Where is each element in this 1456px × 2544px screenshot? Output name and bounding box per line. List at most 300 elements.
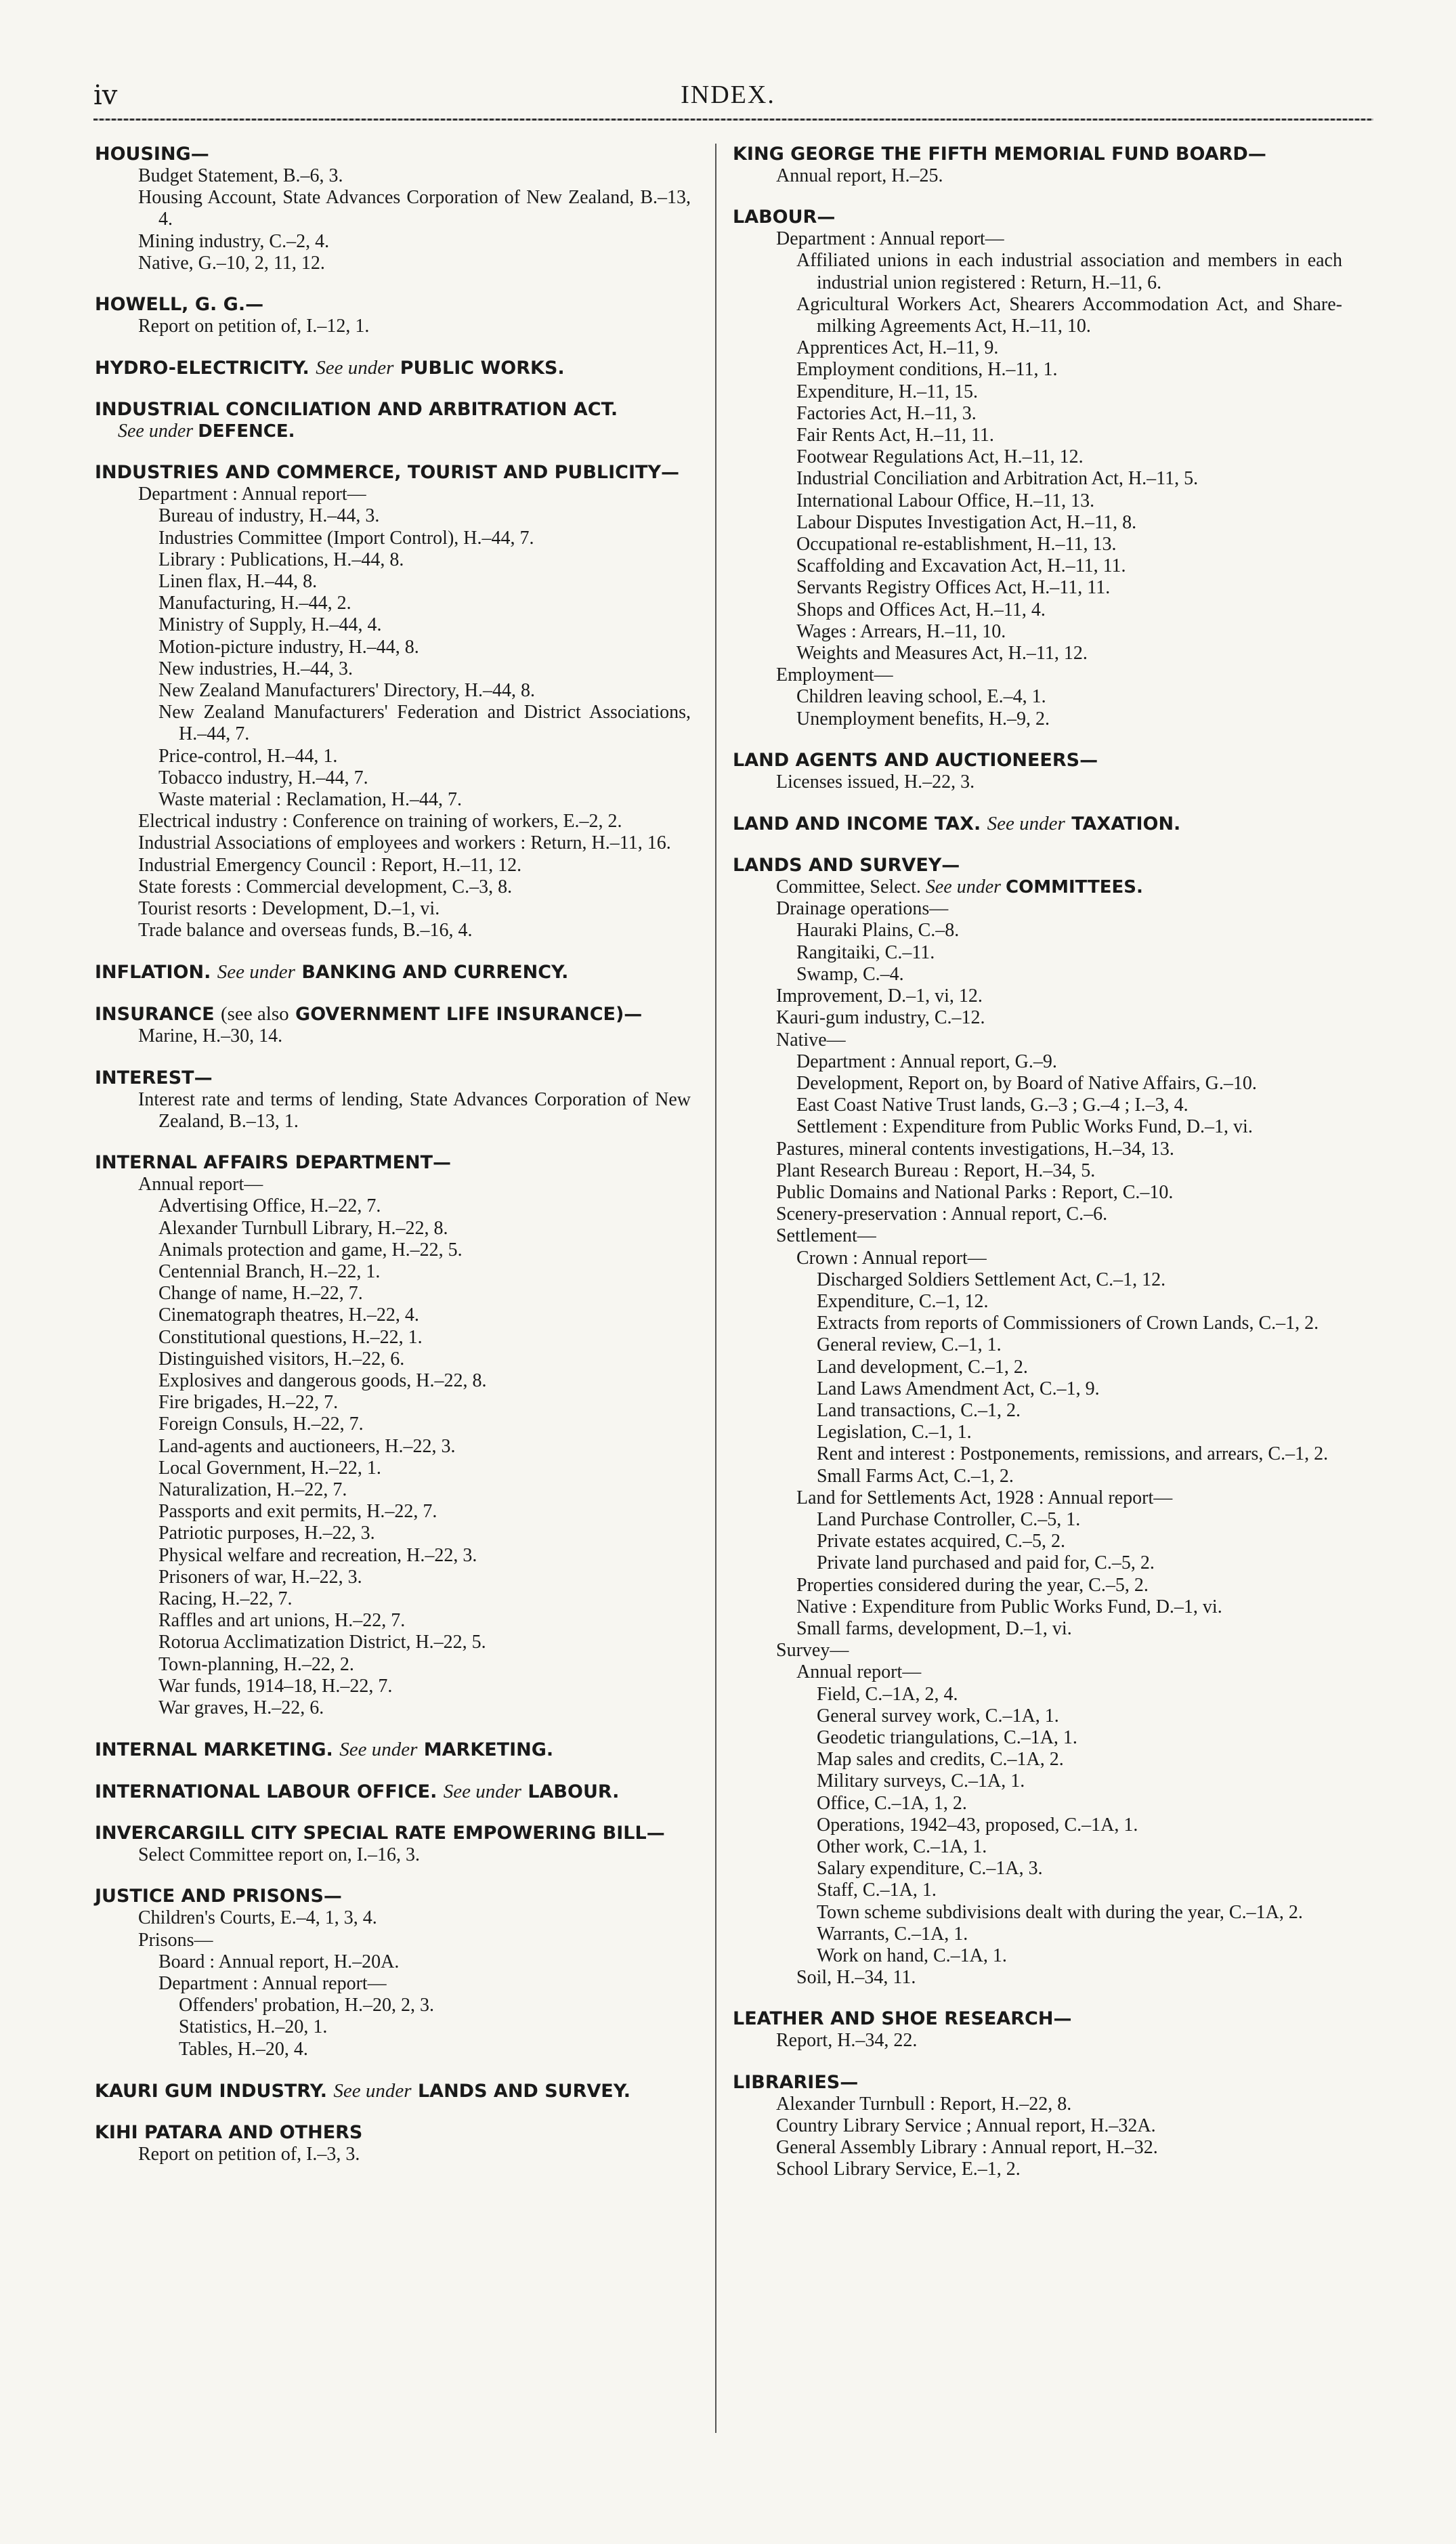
index-subentry — [753, 985, 1342, 1007]
subentry-text: Children leaving school, E.–4, 1. — [796, 686, 1046, 708]
subentry-text: Warrants, C.–1A, 1. — [817, 1923, 968, 1945]
index-subentry — [115, 316, 691, 337]
header-rule — [93, 119, 1373, 121]
heading-text: KING GEORGE THE FIFTH MEMORIAL FUND BOARD— — [733, 144, 1266, 165]
index-subentry — [753, 490, 1342, 512]
heading-text: LIBRARIES— — [733, 2071, 859, 2093]
index-subentry — [753, 1225, 1342, 1247]
subentry-text: Bureau of industry, H.–44, 3. — [158, 505, 380, 527]
index-subentry — [753, 577, 1342, 599]
subentry-text: Land for Settlements Act, 1928 : Annual report— — [796, 1487, 1173, 1508]
subentry-text: Industrial Conciliation and Arbitration Act, H.–11, 5. — [796, 468, 1199, 490]
entry-heading — [95, 1003, 691, 1025]
subentry-text: Country Library Service ; Annual report, H.–32A. — [776, 2115, 1156, 2136]
subentry-text: International Labour Office, H.–11, 13. — [796, 490, 1095, 511]
subentry-text: Interest rate and terms of lending, State Advances Corporation of New Zealand, B.–13, 1. — [138, 1088, 691, 1132]
heading-text: INTERNATIONAL LABOUR OFFICE. — [95, 1781, 437, 1803]
index-subentry — [115, 231, 691, 253]
subentry-text: Land-agents and auctioneers, H.–22, 3. — [158, 1435, 456, 1457]
see-under-label: See under — [987, 813, 1065, 835]
subentry-text: Industrial Associations of employees and workers : Return, H.–11, 16. — [138, 832, 671, 854]
see-under-label: See under — [316, 357, 394, 379]
index-subentry — [753, 1684, 1342, 1705]
see-under-label: See under — [118, 421, 194, 442]
index-subentry — [753, 1160, 1342, 1182]
subentry-text: Select Committee report on, I.–16, 3. — [138, 1844, 421, 1866]
index-subentry — [753, 359, 1342, 381]
subentry-text: Tables, H.–20, 4. — [179, 2038, 308, 2060]
index-entry — [95, 1886, 691, 2060]
heading-text: LANDS AND SURVEY— — [733, 855, 960, 876]
subentry-text: East Coast Native Trust lands, G.–3 ; G.–4 ; I.–3, 4. — [796, 1095, 1189, 1116]
index-subentry — [753, 294, 1342, 337]
column-divider — [715, 144, 716, 2433]
index-subentry — [753, 446, 1342, 468]
index-subentry — [753, 1902, 1342, 1924]
index-subentry — [753, 1487, 1342, 1509]
index-entry — [733, 144, 1342, 187]
subentry-text: Offenders' probation, H.–20, 2, 3. — [179, 1995, 435, 2016]
index-entry — [95, 1003, 691, 1047]
subentry-text: Expenditure, C.–1, 12. — [817, 1290, 989, 1312]
index-subentry — [115, 528, 691, 549]
subentry-text: Employment conditions, H.–11, 1. — [796, 359, 1058, 381]
subentry-text: Linen flax, H.–44, 8. — [158, 571, 318, 593]
subentry-text: Properties considered during the year, C.–5, 2. — [796, 1574, 1149, 1596]
index-subentry — [115, 165, 691, 187]
subentry-text: Improvement, D.–1, vi, 12. — [776, 985, 983, 1007]
index-subentry — [115, 1973, 691, 1995]
heading-text: LAND AND INCOME TAX. — [733, 813, 981, 835]
index-subentry — [115, 746, 691, 767]
entry-heading — [95, 1739, 691, 1761]
index-subentry — [115, 1261, 691, 1283]
subentry-text: Explosives and dangerous goods, H.–22, 8. — [158, 1370, 487, 1391]
index-subentry — [115, 898, 691, 920]
subentry-text: Prisoners of war, H.–22, 3. — [158, 1566, 362, 1588]
index-subentry — [115, 1588, 691, 1610]
index-subentry — [753, 534, 1342, 555]
subentry-text: Tobacco industry, H.–44, 7. — [158, 767, 368, 788]
see-under-label: See under — [333, 2079, 412, 2102]
subentry-text: Shops and Offices Act, H.–11, 4. — [796, 599, 1046, 620]
subentry-text: Rangitaiki, C.–11. — [796, 941, 935, 963]
subentry-text: Licenses issued, H.–22, 3. — [776, 771, 975, 792]
index-column-left — [95, 144, 691, 2185]
subentry-text: Extracts from reports of Commissioners of Crown Lands, C.–1, 2. — [817, 1313, 1319, 1334]
subentry-text: War graves, H.–22, 6. — [158, 1697, 324, 1718]
subentry-text: Patriotic purposes, H.–22, 3. — [158, 1523, 375, 1544]
subentry-text: Servants Registry Offices Act, H.–11, 11. — [796, 577, 1111, 599]
subentry-text: School Library Service, E.–1, 2. — [776, 2159, 1021, 2180]
index-subentry — [753, 708, 1342, 730]
entry-heading — [95, 961, 691, 983]
entry-heading — [95, 357, 691, 379]
index-subentry — [753, 1269, 1342, 1291]
subentry-text: Settlement : Expenditure from Public Works Fund, D.–1, vi. — [796, 1116, 1253, 1138]
subentry-text: Work on hand, C.–1A, 1. — [817, 1945, 1007, 1967]
index-entry — [95, 399, 691, 442]
subentry-text: Library : Publications, H.–44, 8. — [158, 549, 404, 570]
subentry-text: Town-planning, H.–22, 2. — [158, 1653, 354, 1675]
index-subentry — [115, 1414, 691, 1435]
subentry-text: Private estates acquired, C.–5, 2. — [817, 1531, 1066, 1552]
subentry-text: Prisons— — [138, 1929, 213, 1951]
index-subentry — [115, 789, 691, 811]
index-subentry — [753, 1422, 1342, 1443]
subentry-text: Footwear Regulations Act, H.–11, 12. — [796, 446, 1084, 468]
index-subentry — [753, 1924, 1342, 1945]
index-subentry — [115, 832, 691, 854]
index-subentry — [115, 855, 691, 876]
index-subentry — [753, 1596, 1342, 1618]
index-subentry — [115, 1632, 691, 1653]
index-subentry — [753, 1116, 1342, 1138]
subentry-text: Department : Annual report— — [138, 484, 366, 505]
index-subentry — [753, 1945, 1342, 1967]
index-subentry — [115, 1218, 691, 1239]
index-subentry — [115, 187, 691, 230]
index-subentry — [753, 664, 1342, 686]
subentry-text: Rotorua Acclimatization District, H.–22, 5. — [158, 1632, 486, 1653]
entry-heading — [95, 1067, 691, 1089]
page-number: iv — [93, 80, 118, 111]
index-subentry — [753, 686, 1342, 708]
subentry-text: Weights and Measures Act, H.–11, 12. — [796, 643, 1088, 664]
entry-heading — [95, 1823, 691, 1844]
cross-reference: MARKETING. — [423, 1739, 554, 1761]
index-subentry — [753, 512, 1342, 534]
subentry-text: Settlement— — [776, 1225, 876, 1247]
subentry-text: Labour Disputes Investigation Act, H.–11, 8. — [796, 511, 1137, 533]
index-subentry — [115, 1523, 691, 1544]
index-entry — [733, 813, 1342, 835]
index-entry — [733, 2008, 1342, 2052]
index-subentry — [115, 1089, 691, 1132]
index-subentry — [115, 1930, 691, 1951]
subentry-text: Tourist resorts : Development, D.–1, vi. — [138, 898, 440, 920]
heading-text: INFLATION. — [95, 962, 211, 983]
subentry-text: Annual report— — [796, 1661, 922, 1683]
index-subentry — [753, 621, 1342, 643]
subentry-text: Native, G.–10, 2, 11, 12. — [138, 252, 325, 274]
index-subentry — [753, 1334, 1342, 1356]
subentry-text: Private land purchased and paid for, C.–5, 2. — [817, 1552, 1155, 1574]
index-subentry — [115, 1951, 691, 1973]
index-entry — [733, 750, 1342, 793]
index-subentry — [753, 1400, 1342, 1422]
index-subentry — [115, 1349, 691, 1370]
index-column-right — [733, 144, 1342, 2200]
page-header — [0, 0, 1456, 122]
index-subentry — [115, 1392, 691, 1414]
index-subentry — [115, 1654, 691, 1676]
entry-heading — [95, 144, 691, 165]
index-subentry — [753, 1836, 1342, 1858]
cross-reference: GOVERNMENT LIFE INSURANCE)— — [295, 1004, 643, 1025]
entry-heading — [95, 1152, 691, 1174]
subentry-text: Racing, H.–22, 7. — [158, 1588, 293, 1609]
index-subentry — [753, 1204, 1342, 1225]
subentry-text: Scenery-preservation : Annual report, C.–6. — [776, 1204, 1108, 1225]
subentry-text: Trade balance and overseas funds, B.–16, 4. — [138, 920, 473, 941]
entry-heading — [733, 2072, 1342, 2094]
entry-heading — [733, 855, 1342, 876]
subentry-text: Wages : Arrears, H.–11, 10. — [796, 620, 1006, 642]
index-subentry — [753, 1291, 1342, 1313]
index-entry — [95, 294, 691, 337]
subentry-text: Mining industry, C.–2, 4. — [138, 230, 330, 252]
index-subentry — [115, 1567, 691, 1588]
subentry-text: Town scheme subdivisions dealt with during the year, C.–1A, 2. — [817, 1901, 1303, 1923]
index-subentry — [753, 1661, 1342, 1683]
index-subentry — [753, 599, 1342, 621]
entry-heading — [733, 144, 1342, 165]
index-subentry — [753, 1967, 1342, 1989]
index-subentry — [753, 1618, 1342, 1640]
subentry-text: Rent and interest : Postponements, remissions, and arrears, C.–1, 2. — [817, 1443, 1329, 1465]
cross-reference: LABOUR. — [528, 1781, 620, 1803]
subentry-text: Legislation, C.–1, 1. — [817, 1422, 972, 1443]
subentry-text: Local Government, H.–22, 1. — [158, 1457, 381, 1479]
index-subentry — [753, 1815, 1342, 1836]
subentry-text: New industries, H.–44, 3. — [158, 658, 353, 679]
subentry-text: Advertising Office, H.–22, 7. — [158, 1195, 381, 1217]
index-subentry — [753, 1727, 1342, 1749]
index-subentry — [115, 811, 691, 832]
subentry-text: Public Domains and National Parks : Report, C.–10. — [776, 1181, 1174, 1203]
index-subentry — [753, 1552, 1342, 1574]
index-subentry — [753, 2094, 1342, 2115]
subentry-text: State forests : Commercial development, C.–3, 8. — [138, 876, 513, 897]
subentry-text: Employment— — [776, 664, 893, 686]
entry-heading — [733, 207, 1342, 228]
index-subentry — [753, 876, 1342, 898]
see-under-label: See under — [925, 876, 1002, 898]
subentry-text: Motion-picture industry, H.–44, 8. — [158, 636, 419, 658]
index-subentry — [753, 381, 1342, 403]
index-entry — [733, 855, 1342, 1989]
entry-heading — [733, 2008, 1342, 2030]
index-entry — [95, 144, 691, 274]
index-subentry — [753, 942, 1342, 964]
subentry-text: Ministry of Supply, H.–44, 4. — [158, 614, 382, 636]
index-subentry — [753, 1182, 1342, 1204]
heading-text: KIHI PATARA AND OTHERS — [95, 2121, 363, 2143]
index-subentry — [753, 1030, 1342, 1051]
index-subentry — [753, 1531, 1342, 1552]
heading-text: HOWELL, G. G.— — [95, 294, 264, 316]
entry-heading — [95, 294, 691, 316]
index-subentry — [753, 2115, 1342, 2137]
index-subentry — [753, 1575, 1342, 1596]
index-subentry — [753, 228, 1342, 250]
cross-reference: PUBLIC WORKS. — [400, 358, 565, 379]
heading-text: JUSTICE AND PRISONS— — [95, 1886, 342, 1907]
subentry-text: Kauri-gum industry, C.–12. — [776, 1007, 985, 1029]
cross-reference: DEFENCE. — [198, 421, 295, 442]
index-subentry — [115, 614, 691, 636]
index-subentry — [115, 680, 691, 702]
index-subentry — [115, 767, 691, 789]
heading-paren: (see also — [220, 1003, 289, 1025]
index-subentry — [753, 1139, 1342, 1160]
subentry-text: Department : Annual report, G.–9. — [796, 1051, 1057, 1072]
index-subentry — [115, 920, 691, 941]
index-subentry — [753, 771, 1342, 793]
index-subentry — [753, 1880, 1342, 1901]
subentry-text: New Zealand Manufacturers' Federation and District Associations, H.–44, 7. — [158, 702, 691, 745]
index-subentry — [115, 1545, 691, 1567]
subentry-text: Hauraki Plains, C.–8. — [796, 920, 960, 941]
subentry-text: Factories Act, H.–11, 3. — [796, 402, 977, 424]
subentry-text: Statistics, H.–20, 1. — [179, 2016, 328, 2038]
subentry-text: Housing Account, State Advances Corporation of New Zealand, B.–13, 4. — [138, 187, 691, 230]
subentry-text: Land development, C.–1, 2. — [817, 1356, 1028, 1378]
cross-reference: BANKING AND CURRENCY. — [301, 962, 569, 983]
index-subentry — [115, 1844, 691, 1866]
index-subentry — [115, 876, 691, 898]
subentry-text: Naturalization, H.–22, 7. — [158, 1479, 347, 1500]
index-subentry — [115, 1436, 691, 1458]
index-entry — [95, 1739, 691, 1761]
subentry-text: Land Laws Amendment Act, C.–1, 9. — [817, 1378, 1100, 1399]
entry-heading — [95, 2080, 691, 2102]
heading-text: LAND AGENTS AND AUCTIONEERS— — [733, 749, 1098, 771]
subentry-text: Industrial Emergency Council : Report, H.–11, 12. — [138, 854, 522, 876]
index-subentry — [115, 1610, 691, 1632]
index-subentry — [753, 425, 1342, 446]
subentry-text: Agricultural Workers Act, Shearers Accommodation Act, and Share-milking Agreements Act, H.–11, 10. — [796, 293, 1342, 337]
index-subentry — [753, 403, 1342, 425]
index-subentry — [115, 1174, 691, 1195]
subentry-text: Physical welfare and recreation, H.–22, 3. — [158, 1544, 477, 1566]
index-subentry — [753, 1248, 1342, 1269]
subentry-text: General survey work, C.–1A, 1. — [817, 1705, 1059, 1726]
index-subentry — [753, 1357, 1342, 1378]
heading-text: HYDRO-ELECTRICITY. — [95, 358, 309, 379]
subentry-text: Land transactions, C.–1, 2. — [817, 1399, 1021, 1421]
index-subentry — [753, 2137, 1342, 2159]
subentry-text: Report on petition of, I.–12, 1. — [138, 316, 370, 337]
cross-reference: COMMITTEES. — [1006, 877, 1143, 898]
index-subentry — [753, 1313, 1342, 1334]
subentry-text: Plant Research Bureau : Report, H.–34, 5. — [776, 1160, 1096, 1181]
subentry-text: Electrical industry : Conference on training of workers, E.–2, 2. — [138, 811, 622, 832]
subentry-text: Animals protection and game, H.–22, 5. — [158, 1239, 463, 1260]
subentry-text: Soil, H.–34, 11. — [796, 1967, 916, 1989]
index-subentry — [753, 468, 1342, 490]
see-under-label: See under — [339, 1739, 418, 1761]
index-subentry — [115, 1305, 691, 1326]
index-subentry — [753, 898, 1342, 920]
index-subentry — [115, 1283, 691, 1305]
entry-heading — [95, 399, 691, 421]
heading-text: INDUSTRIES AND COMMERCE, TOURIST AND PUBLICITY— — [95, 462, 679, 484]
index-subentry — [115, 1907, 691, 1929]
index-subentry — [115, 1370, 691, 1392]
index-subentry — [753, 1095, 1342, 1116]
index-subentry — [753, 1378, 1342, 1400]
index-subentry — [115, 2039, 691, 2060]
subentry-text: General review, C.–1, 1. — [817, 1334, 1002, 1356]
index-subentry — [115, 253, 691, 274]
index-subentry — [115, 484, 691, 505]
index-subentry — [753, 964, 1342, 985]
index-subentry — [753, 2159, 1342, 2180]
subentry-text: Board : Annual report, H.–20A. — [158, 1951, 400, 1972]
index-subentry — [753, 1793, 1342, 1815]
index-subentry — [753, 1007, 1342, 1029]
subentry-text: Marine, H.–30, 14. — [138, 1025, 283, 1047]
subentry-text: Native : Expenditure from Public Works Fund, D.–1, vi. — [796, 1596, 1222, 1617]
page-title: INDEX. — [681, 81, 775, 109]
entry-heading — [95, 2122, 691, 2144]
see-under-label: See under — [443, 1781, 521, 1803]
index-subentry — [115, 549, 691, 571]
index-entry — [95, 357, 691, 379]
subentry-text: Fire brigades, H.–22, 7. — [158, 1392, 339, 1414]
subentry-text: Map sales and credits, C.–1A, 2. — [817, 1749, 1064, 1771]
subentry-text: Drainage operations— — [776, 898, 949, 920]
heading-text: HOUSING— — [95, 144, 209, 165]
index-subentry — [115, 1697, 691, 1719]
index-subentry — [753, 555, 1342, 577]
subentry-text: Department : Annual report— — [776, 228, 1004, 250]
index-subentry — [115, 1676, 691, 1697]
index-subentry — [753, 1466, 1342, 1487]
entry-heading — [95, 1781, 691, 1803]
index-subentry — [115, 702, 691, 745]
index-subentry — [753, 1443, 1342, 1465]
index-entry — [95, 1781, 691, 1803]
see-under-label: See under — [217, 961, 295, 983]
subentry-text: Staff, C.–1A, 1. — [817, 1880, 937, 1901]
index-subentry — [115, 1501, 691, 1523]
subentry-text: Military surveys, C.–1A, 1. — [817, 1771, 1025, 1792]
subentry-text: Children's Courts, E.–4, 1, 3, 4. — [138, 1907, 377, 1929]
index-subentry — [753, 1051, 1342, 1073]
subentry-text: Operations, 1942–43, proposed, C.–1A, 1. — [817, 1814, 1138, 1836]
heading-text: INDUSTRIAL CONCILIATION AND ARBITRATION ACT. — [95, 399, 618, 421]
index-subentry — [115, 1239, 691, 1261]
entry-heading — [95, 462, 691, 484]
index-subentry — [753, 1640, 1342, 1661]
index-subentry — [115, 658, 691, 680]
cross-reference: LANDS AND SURVEY. — [417, 2080, 631, 2102]
index-entry — [95, 1823, 691, 1866]
subentry-text: Small Farms Act, C.–1, 2. — [817, 1465, 1014, 1487]
subentry-text: Constitutional questions, H.–22, 1. — [158, 1326, 423, 1348]
heading-text: INTERNAL MARKETING. — [95, 1739, 333, 1761]
entry-heading — [733, 750, 1342, 771]
subentry-text: Annual report, H.–25. — [776, 165, 943, 186]
subentry-text: War funds, 1914–18, H.–22, 7. — [158, 1675, 393, 1697]
subentry-text: Pastures, mineral contents investigations, H.–34, 13. — [776, 1138, 1174, 1160]
subentry-text: Committee, Select. — [776, 876, 921, 898]
index-entry — [733, 207, 1342, 730]
index-entry — [95, 2080, 691, 2102]
heading-text: LABOUR— — [733, 207, 836, 228]
subentry-text: Budget Statement, B.–6, 3. — [138, 165, 343, 186]
subentry-text: Waste material : Reclamation, H.–44, 7. — [158, 789, 462, 811]
heading-text: INTERNAL AFFAIRS DEPARTMENT— — [95, 1152, 452, 1174]
index-subentry — [115, 1458, 691, 1479]
index-entry — [733, 2072, 1342, 2181]
index-subentry — [115, 505, 691, 527]
subentry-text: General Assembly Library : Annual report, H.–32. — [776, 2137, 1158, 2159]
cross-reference: TAXATION. — [1071, 813, 1181, 835]
